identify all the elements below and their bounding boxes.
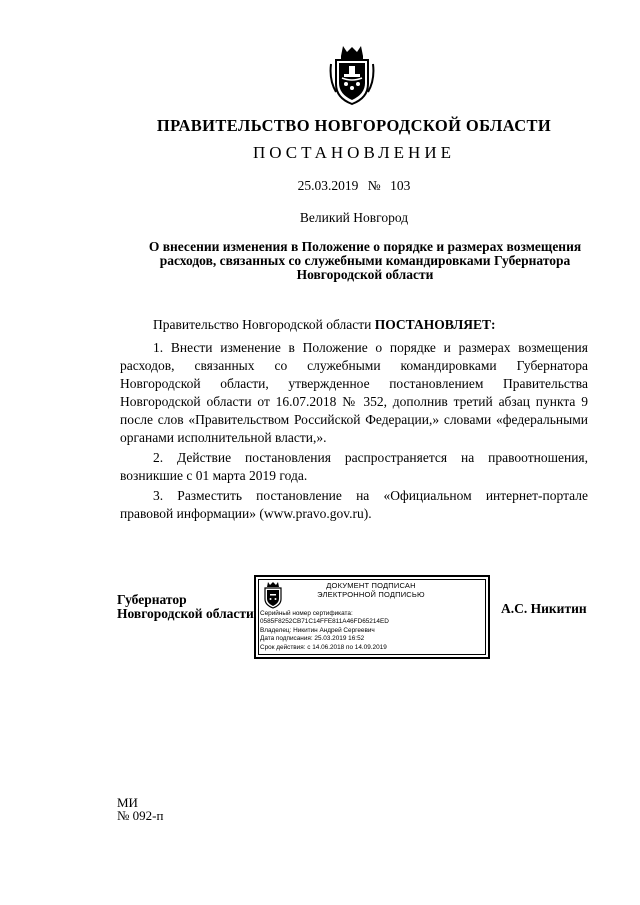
stamp-emblem-icon [262, 581, 284, 609]
decree-item-1: 1. Внести изменение в Положение о порядке и размерах возмещения расходов, связанных со служебными командировками Губернатора Новгородской области, утвержденное постановлением Правительства Новгородской области от 16.07.2018 № 352, дополнив третий абзац пункта 9 после слов «Правительством Российской Федерации,» словами «федеральными органами исполнительной власти,». [120, 340, 588, 445]
document-type: ПОСТАНОВЛЕНИЕ [252, 143, 455, 162]
date-number-line [0, 178, 640, 194]
preamble [120, 316, 588, 334]
decree-subject: О внесении изменения в Положение о порядке и размерах возмещения расходов, связанных со служебными командировками Губернатора Новгородской области [148, 239, 582, 282]
preamble-resolves: ПОСТАНОВЛЯЕТ: [374, 317, 496, 332]
executor-initials: МИ [117, 795, 138, 810]
signer-title-line-2: Новгородской области [117, 606, 254, 621]
preamble-text: Правительство Новгородской области [153, 317, 372, 332]
coat-of-arms-icon [329, 44, 375, 106]
decree-number: 103 [390, 178, 411, 193]
stamp-serial: 0585F8252CB71C14FFE811A46FD65214ED [260, 618, 389, 626]
stamp-validity: Срок действия: с 14.06.2018 по 14.09.2019 [260, 643, 387, 651]
stamp-details [260, 610, 486, 652]
electronic-signature-stamp [254, 575, 490, 659]
signer-title [117, 593, 254, 621]
stamp-owner: Владелец: Никитин Андрей Сергеевич [260, 626, 375, 634]
decree-item-2: 2. Действие постановления распространяется на правоотношения, возникшие с 01 марта 2019 года. [120, 450, 588, 483]
city: Великий Новгород [299, 210, 409, 225]
government-title: ПРАВИТЕЛЬСТВО НОВГОРОДСКОЙ ОБЛАСТИ [156, 116, 552, 135]
signer-title-line-1: Губернатор [117, 592, 187, 607]
number-sign: № [367, 178, 381, 193]
stamp-serial-label: Серийный номер сертификата: [260, 610, 353, 617]
stamp-heading [296, 581, 446, 599]
stamp-heading-line-1: ДОКУМЕНТ ПОДПИСАН [326, 581, 416, 590]
signer-name: А.С. Никитин [501, 601, 587, 616]
decree-item-3: 3. Разместить постановление на «Официальном интернет-портале правовой информации» (www.pravo.gov.ru). [120, 488, 588, 521]
stamp-heading-line-2: ЭЛЕКТРОННОЙ ПОДПИСЬЮ [317, 590, 425, 599]
decree-date: 25.03.2019 [297, 178, 359, 193]
stamp-signed-date: Дата подписания: 25.03.2019 16:52 [260, 635, 365, 643]
registration-number: № 092-п [117, 808, 164, 823]
executor-block [117, 796, 163, 822]
